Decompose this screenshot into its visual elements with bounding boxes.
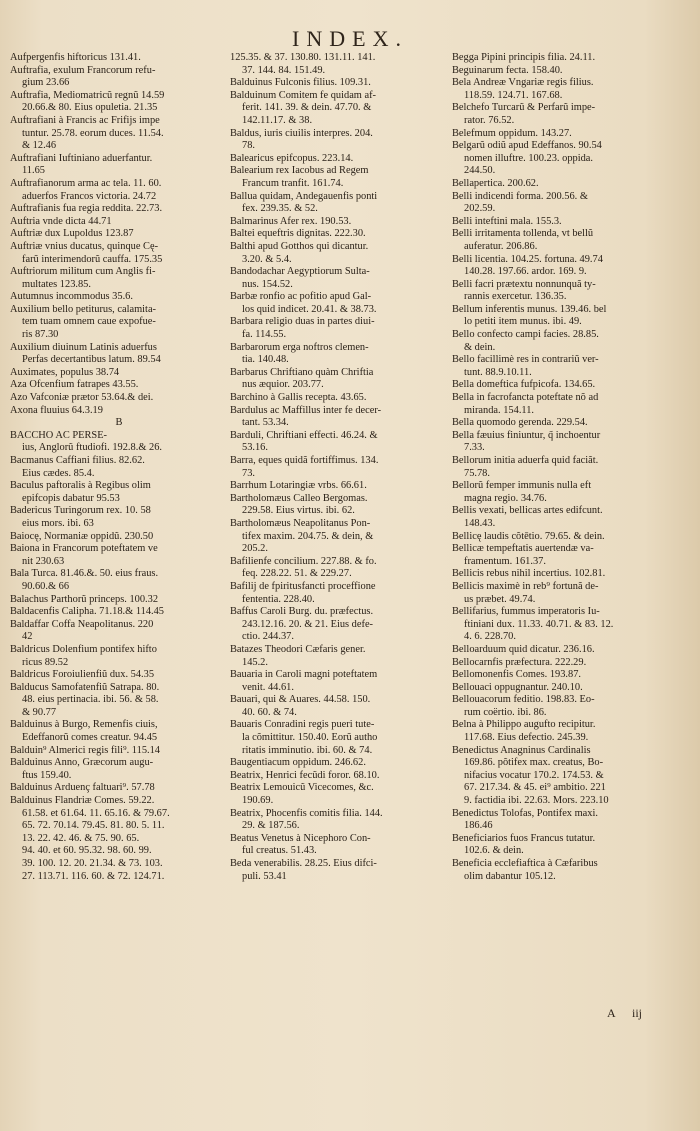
index-entry: Beatrix, Henrici fecũdi foror. 68.10. xyxy=(230,769,380,781)
index-entry: Auftrafia, exulum Francorum refu- gium 23.66 xyxy=(10,64,156,89)
index-entry: Belli irritamenta tollenda, vt bellũ auferatur. 206.86. xyxy=(452,228,594,252)
index-entry: Auftriæ dux Lupoldus 123.87 xyxy=(10,228,134,240)
index-entry: Bella in facrofancta poteftate nõ ad miranda. 154.11. xyxy=(452,392,599,416)
index-entry: Balearicus epifcopus. 223.14. xyxy=(230,152,354,164)
index-entry: Belna à Philippo augufto recipitur. 117.68. Eius defectio. 245.39. xyxy=(452,719,596,744)
index-entry: Barchino à Gallis recepta. 43.65. xyxy=(230,392,367,404)
index-entry: Aza Ofcenfium fatrapes 43.55. xyxy=(10,379,139,391)
index-entry: Baltei equeftris dignitas. 222.30. xyxy=(230,228,366,240)
index-entry: Bela Andreæ Vngariæ regis filius. 118.59. 124.71. 167.68. xyxy=(452,77,594,101)
index-entry: Beatus Venetus à Nicephoro Con- ful creatus. 51.43. xyxy=(230,832,371,857)
index-column-3 xyxy=(452,52,672,883)
index-entry: Balearium rex Iacobus ad Regem Francum tranfit. 161.74. xyxy=(230,165,369,189)
index-entry: Balduinus Fulconis filius. 109.31. xyxy=(230,77,371,89)
index-entry: Auftrafia, Mediomatricũ regnũ 14.59 20.66.& 80. Eius opuletia. 21.35 xyxy=(10,89,165,114)
index-entry: Bauaris Conradini regis pueri tute- la cõmittitur. 150.40. Eorũ autho ritatis imminutio. ibi. 60. & 74. xyxy=(230,719,378,756)
index-entry: Bella fæuius finiuntur, q̃ inchoentur 7.33. xyxy=(452,429,601,454)
index-entry: Balachus Parthorũ princeps. 100.32 xyxy=(10,593,159,605)
index-entry: Aufpergenfis hiftoricus 131.41. xyxy=(10,52,141,63)
index-entry: Benedictus Anagninus Cardinalis 169.86. põtifex max. creatus, Bo- nifacius vocatur 170.2. 174.53. & 67. 217.34. & 45. ei⁹ ambitio. 221 9. factidia ibi. 22.63. Mors. 223.10 xyxy=(452,744,609,807)
index-entry: Belli inteftini mala. 155.3. xyxy=(452,215,562,227)
index-entry: B xyxy=(115,417,123,429)
index-entry: Auftriorum militum cum Anglis fi- multates 123.85. xyxy=(10,266,156,290)
index-entry: Baculus paftoralis à Regibus olim epifcopis dabatur 95.53 xyxy=(10,480,151,504)
index-entry: Benedictus Tolofas, Pontifex maxi. 186.46 xyxy=(452,807,598,832)
index-entry: Bellicę laudis cõtētio. 79.65. & dein. xyxy=(452,530,605,542)
index-entry: Bellocarnfis præfectura. 222.29. xyxy=(452,656,587,668)
index-entry: Bardulus ac Maffillus inter fe decer- tant. 53.34. xyxy=(230,404,382,429)
index-entry: Baldricus Foroiulienfiũ dux. 54.35 xyxy=(10,669,155,681)
index-entry: Bacmanus Caffiani filius. 82.62. Eius cædes. 85.4. xyxy=(10,455,145,479)
index-entry: Bellorũ femper immunis nulla eft magna regio. 34.76. xyxy=(452,480,592,504)
index-entry: Auftriæ vnius ducatus, quinque Cę- farũ interimendorũ cauffa. 175.35 xyxy=(10,240,163,265)
index-entry: Belli facri prætextu nonnunquã ty- rannis exercetur. 136.35. xyxy=(452,278,596,303)
index-entry: Bello confecto campi facies. 28.85. & dein. xyxy=(452,329,599,353)
index-entry: Bellomonenfis Comes. 193.87. xyxy=(452,669,582,681)
index-column-2 xyxy=(230,52,448,883)
index-entry: Balthi apud Gotthos qui dicantur. 3.20. & 5.4. xyxy=(230,240,369,265)
index-entry: Belli licentia. 104.25. fortuna. 49.74 140.28. 197.66. ardor. 169. 9. xyxy=(452,253,603,278)
index-entry: Bartholomæus Neapolitanus Pon- tifex maxim. 204.75. & dein, & 205.2. xyxy=(230,517,374,555)
index-entry: Auximates, populus 38.74 xyxy=(10,366,120,378)
index-entry: Belchefo Turcarũ & Perfarũ impe- rator. 76.52. xyxy=(452,102,596,126)
index-entry: Bafilienfe concilium. 227.88. & fo. feq. 228.22. 51. & 229.27. xyxy=(230,555,377,580)
index-entry: Auftria vnde dicta 44.71 xyxy=(10,215,112,227)
index-entry: Bella domeftica fufpicofa. 134.65. xyxy=(452,379,596,391)
index-entry: Bello facillimè res in contrariũ ver- tunt. 88.9.10.11. xyxy=(452,354,599,378)
index-entry: Balmarinus Afer rex. 190.53. xyxy=(230,215,352,227)
index-entry: Baldus, iuris ciuilis interpres. 204. 78. xyxy=(230,127,373,152)
index-entry: Belgarũ odiũ apud Edeffanos. 90.54 nomen illuftre. 100.23. oppida. 244.50. xyxy=(452,140,602,177)
index-entry: 125.35. & 37. 130.80. 131.11. 141. 37. 144. 84. 151.49. xyxy=(230,52,376,76)
index-entry: Bellis vexati, bellicas artes edifcunt. 148.43. xyxy=(452,505,603,529)
index-entry: Bellicæ tempeftatis auertendæ va- framentum. 161.37. xyxy=(452,543,594,567)
index-entry: Bandodachar Aegyptiorum Sulta- nus. 154.52. xyxy=(230,266,370,290)
index-entry: Barbarorum erga noftros clemen- tia. 140.48. xyxy=(230,341,369,366)
index-entry: Batazes Theodori Cæfaris gener. 145.2. xyxy=(230,643,366,668)
index-entry: Balduinus à Burgo, Remenfis ciuis, Edeffanorũ comes creatur. 94.45 xyxy=(10,719,158,744)
index-entry: Ballua quidam, Andegauenfis ponti fex. 239.35. & 52. xyxy=(230,190,378,215)
index-entry: Barduli, Chriftiani effecti. 46.24. & 53.16. xyxy=(230,429,378,454)
index-entry: Axona fluuius 64.3.19 xyxy=(10,404,103,416)
index-entry: Auftrafiani à Francis ac Frifijs impe tuntur. 25.78. eorum duces. 11.54. & 12.46 xyxy=(10,114,164,152)
index-entry: Balduinus Anno, Græcorum augu- ftus 159.40. xyxy=(10,757,154,781)
index-entry: Baldricus Dolenfium pontifex hifto ricus 89.52 xyxy=(10,643,157,668)
signature-number: iij xyxy=(631,1006,642,1020)
index-entry: Bafilij de fpiritusfancti proceffione fententia. 228.40. xyxy=(230,580,376,605)
index-column-1 xyxy=(10,52,228,883)
index-entry: Bartholomæus Calleo Bergomas. 229.58. Eius virtus. ibi. 62. xyxy=(230,492,368,517)
signature-mark: A xyxy=(606,1006,615,1020)
index-entry: BACCHO AC PERSE- ius, Anglorũ ftudiofi. 192.8.& 26. xyxy=(10,429,162,454)
index-entry: Bellifarius, fummus imperatoris Iu- ftiniani dux. 11.33. 40.71. & 83. 12. 4. 6. 228.70. xyxy=(452,606,614,643)
index-entry: Barbara religio duas in partes diui- fa. 114.55. xyxy=(230,316,375,341)
index-entry: Auftrafianorum arma ac tela. 11. 60. aduerfos Francos victoria. 24.72 xyxy=(10,177,162,202)
index-entry: Balduinus Flandriæ Comes. 59.22. 61.58. et 61.64. 11. 65.16. & 79.67. 65. 72. 70.14. 79.45. 81. 80. 5. 11. 13. 22. 42. 46. & 75. 90. 65. 94. 40. et 60. 95.32. 98. 60. 99. 39. 100. 12. 20. 21.34. & 73. 103. 27. 113.71. 116. 60. & 72. 124.71. xyxy=(10,795,170,882)
index-entry: Beneficiarios fuos Francus tutatur. 102.6. & dein. xyxy=(452,832,596,857)
index-entry: Bellicis rebus nihil incertius. 102.81. xyxy=(452,568,606,580)
index-entry: Azo Vafconiæ prætor 53.64.& dei. xyxy=(10,392,154,404)
index-entry: Beneficia ecclefiaftica à Cæfaribus olim dabantur 105.12. xyxy=(452,858,598,882)
index-entry: Bauaria in Caroli magni poteftatem venit. 44.61. xyxy=(230,669,378,693)
index-entry: Baldaffar Coffa Neapolitanus. 220 42 xyxy=(10,618,154,643)
index-entry: Bellum inferentis munus. 139.46. bel lo petiti item munus. ibi. 49. xyxy=(452,303,607,328)
index-entry: Belefmum oppidum. 143.27. xyxy=(452,127,572,139)
index-entry: Bala Turca. 81.46.&. 50. eius fraus. 90.60.& 66 xyxy=(10,568,159,592)
index-entry: Balduinum Comitem fe quidam af- ferit. 141. 39. & dein. 47.70. & 142.11.17. & 38. xyxy=(230,89,377,126)
index-entry: Bellapertica. 200.62. xyxy=(452,177,539,189)
index-entry: Belloarduum quid dicatur. 236.16. xyxy=(452,643,595,655)
index-entry: Badericus Turingorum rex. 10. 58 eius mors. ibi. 63 xyxy=(10,505,151,529)
index-entry: Beatrix Lemouicũ Vicecomes, &c. 190.69. xyxy=(230,782,374,807)
index-entry: Barra, eques quidã fortiffimus. 134. 73. xyxy=(230,455,379,479)
index-entry: Bellouacorum feditio. 198.83. Eo- rum coërtio. ibi. 86. xyxy=(452,694,595,718)
page-footer xyxy=(593,1006,642,1021)
index-entry: Begga Pipini principis filia. 24.11. xyxy=(452,52,596,63)
index-entry: Balducus Samofatenfiũ Satrapa. 80. 48. eius pertinacia. ibi. 56. & 58. & 90.77 xyxy=(10,681,160,718)
index-entry: Barbarus Chriftiano quàm Chriftia nus æquior. 203.77. xyxy=(230,366,374,391)
index-entry: Beguinarum fecta. 158.40. xyxy=(452,64,563,76)
index-entry: Bellouaci oppugnantur. 240.10. xyxy=(452,681,583,693)
index-entry: Baldacenfis Calipha. 71.18.& 114.45 xyxy=(10,606,165,618)
index-entry: Auftrafianis fua regia reddita. 22.73. xyxy=(10,203,163,215)
index-entry: Bella quomodo gerenda. 229.54. xyxy=(452,417,588,429)
index-entry: Beatrix, Phocenfis comitis filia. 144. 29. & 187.56. xyxy=(230,807,383,832)
index-entry: Auftrafiani Iuftiniano aduerfantur. 11.65 xyxy=(10,152,153,177)
index-entry: Baiocę, Normaniæ oppidũ. 230.50 xyxy=(10,530,154,542)
index-entry: Bauari, qui & Auares. 44.58. 150. 40. 60. & 74. xyxy=(230,694,371,718)
index-entry: Baffus Caroli Burg. du. præfectus. 243.12.16. 20. & 21. Eius defe- ctio. 244.37. xyxy=(230,606,374,643)
index-entry: Barbæ ronfio ac pofitio apud Gal- los quid indicet. 20.41. & 38.73. xyxy=(230,291,377,315)
index-entry: Auxilium bello petiturus, calamita- tem tuam omnem caue expofue- ris 87.30 xyxy=(10,303,157,341)
index-entry: Bellorum initia aduerfa quid faciãt. 75.78. xyxy=(452,455,599,479)
index-entry: Bellicis maximè in reb⁹ fortunã de- us præbet. 49.74. xyxy=(452,580,599,605)
index-entry: Balduinus Arduenç faltuari⁹. 57.78 xyxy=(10,782,155,794)
index-entry: Balduin⁹ Almerici regis fili⁹. 115.14 xyxy=(10,744,160,756)
page-title: INDEX. xyxy=(292,26,408,51)
index-entry: Baugentiacum oppidum. 246.62. xyxy=(230,757,366,769)
index-entry: Beda venerabilis. 28.25. Eius difci- puli. 53.41 xyxy=(230,858,377,882)
index-entry: Auxilium diuinum Latinis aduerfus Perfas decertantibus latum. 89.54 xyxy=(10,341,161,366)
index-entry: Autumnus incommodus 35.6. xyxy=(10,291,133,303)
index-entry: Belli indicendi forma. 200.56. & 202.59. xyxy=(452,190,588,215)
index-entry: Baiona in Francorum poteftatem ve nit 230.63 xyxy=(10,543,158,567)
index-entry: Barrhum Lotaringiæ vrbs. 66.61. xyxy=(230,480,367,492)
